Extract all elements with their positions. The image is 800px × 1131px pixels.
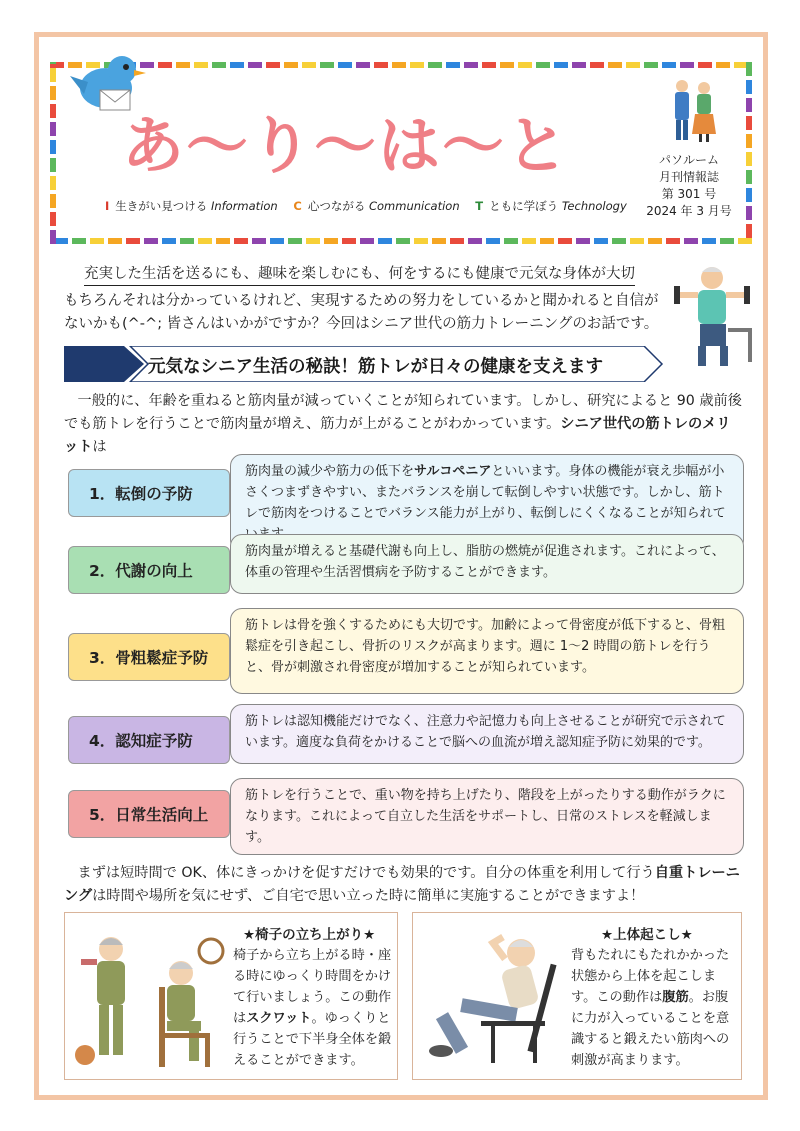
tagline-communication: C 心つながる Communication <box>293 199 460 213</box>
benefit-description-5: 筋トレを行うことで、重い物を持ち上げたり、階段を上がったりする動作がラクになります。これによって自立した生活をサポートし、日常のストレスを軽減します。 <box>230 778 744 855</box>
seniors-exercise-illustration <box>71 927 231 1077</box>
publication-type: 月刊情報誌 <box>658 170 719 184</box>
intro-headline: 充実した生活を送るにも、趣味を楽しむにも、何をするにも健康で元気な身体が大切 <box>84 262 635 286</box>
dumbbell-trainer-icon <box>672 262 758 372</box>
benefit-label-4: 4．認知症予防 <box>68 716 230 764</box>
issue-info <box>634 152 744 220</box>
benefit-description-3: 筋トレは骨を強くするためにも大切です。加齢によって骨密度が低下すると、骨粗鬆症を引き起こし、骨折のリスクが高まります。週に 1～2 時間の筋トレを行うと、骨が刺激され骨密度が増加することが知られています。 <box>230 608 744 694</box>
benefit-label-5: 5．日常生活向上 <box>68 790 230 838</box>
issue-number: 第 301 号 <box>661 187 717 201</box>
intro-body: もちろんそれは分かっているけれど、実現するための努力をしているかと聞かれると自信がないかも(^-^; 皆さんはいかがですか？今回はシニア世代の筋力トレーニングのお話です。 <box>64 293 659 332</box>
card-text-chair-stand: 椅子から立ち上がる時・座る時にゆっくり時間をかけて行いましょう。この動作はスクワット。ゆっくりと行うことで下半身全体を鍛えることができます。 <box>233 948 392 1068</box>
card-text-situp: 背もたれにもたれかかった状態から上体を起こします。この動作は腹筋。お腹に力が入っていることを意識すると鍛えたい筋肉への刺激が高まります。 <box>571 948 730 1068</box>
couple-icon <box>664 76 724 146</box>
benefit-label-3: 3．骨粗鬆症予防 <box>68 633 230 681</box>
exercise-card-chair-stand <box>64 912 398 1080</box>
benefit-description-4: 筋トレは認知機能だけでなく、注意力や記憶力も向上させることが研究で示されています。適度な負荷をかけることで脳への血流が増え認知症予防に効果的です。 <box>230 704 744 764</box>
section-heading: 元気なシニア生活の秘訣！筋トレが日々の健康を支えます <box>148 357 603 377</box>
tagline-technology: T ともに学ぼう Technology <box>475 199 627 213</box>
issue-date: 2024 年 3 月号 <box>646 204 732 218</box>
benefit-description-2: 筋肉量が増えると基礎代謝も向上し、脂肪の燃焼が促進されます。これによって、体重の管理や生活習慣病を予防することができます。 <box>230 534 744 594</box>
senior-situp-illustration <box>421 923 571 1073</box>
exercise-card-situp <box>412 912 742 1080</box>
benefit-description-1: 筋肉量の減少や筋力の低下をサルコペニアといいます。身体の機能が衰え歩幅が小さくつまずきやすい、またバランスを崩して転倒しやすい状態です。しかし、筋トレで筋肉をつけることでバランス能力が上がり、転倒しにくくなることが知られて <box>230 454 744 552</box>
tagline <box>105 198 639 214</box>
card-title-chair-stand: ★椅子の立ち上がり★ <box>243 927 376 943</box>
benefit-label-1: 1．転倒の予防 <box>68 469 230 517</box>
section-paragraph: 一般的に、年齢を重ねると筋肉量が減っていくことが知られています。しかし、研究によると 90 歳前後でも筋トレを行うことで筋肉量が増え、筋力が上がることがわかっています。シニア世代の筋トレのメリットは <box>64 393 742 455</box>
newsletter-title: あ～り～は～と <box>122 109 571 182</box>
card-title-situp: ★上体起こし★ <box>601 927 693 943</box>
tagline-information: I 生きがい見つける Information <box>105 199 278 213</box>
closing-paragraph: まずは短時間で OK、体にきっかけを促すだけでも効果的です。自分の体重を利用して行う自重トレーニングは時間や場所を気にせず、ご自宅で思い立った時に簡単に実施することができますよ！ <box>64 865 740 904</box>
benefit-label-2: 2．代謝の向上 <box>68 546 230 594</box>
publisher-name: パソルーム <box>658 153 719 167</box>
